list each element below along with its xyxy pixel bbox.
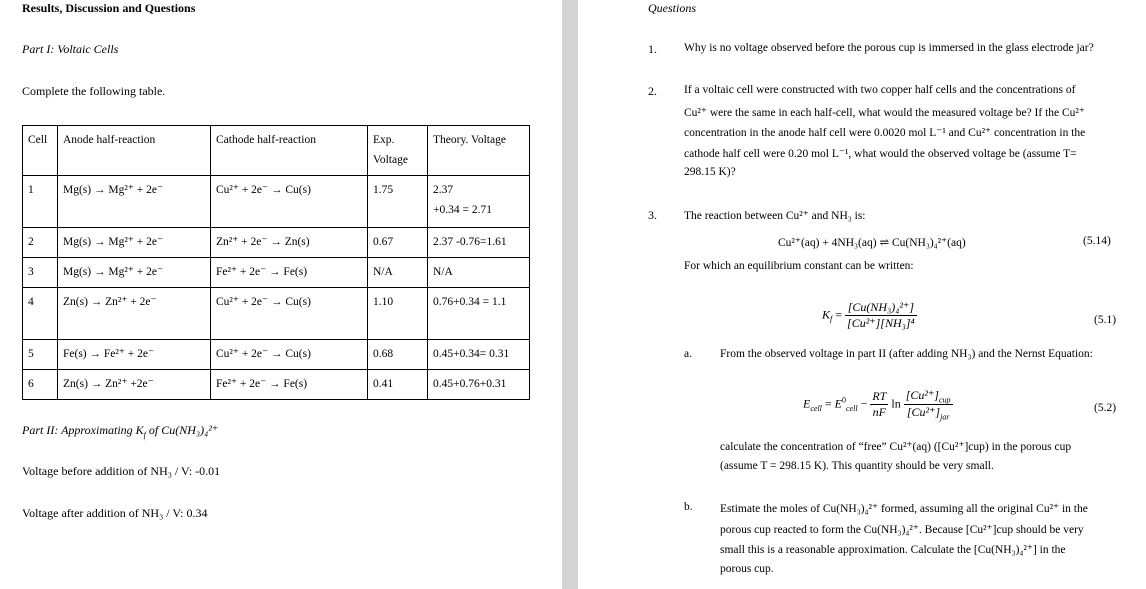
theory-voltage: 0.45+0.34= 0.31 — [428, 340, 530, 370]
qb-line2: porous cup reacted to form the Cu(NH₃)₄²⁺. Because [Cu²⁺]cup should be very — [720, 524, 1084, 536]
cathode-reaction: Cu²⁺ + 2e⁻ → Cu(s) — [211, 340, 368, 370]
kf-fraction — [845, 300, 917, 331]
cell-number: 3 — [23, 258, 58, 288]
part1-title: Part I: Voltaic Cells — [22, 42, 119, 56]
exp-voltage: N/A — [368, 258, 428, 288]
cell-number: 5 — [23, 340, 58, 370]
q2-line5: 298.15 K)? — [684, 166, 736, 178]
part2-title-rest: of Cu(NH₃)₄²⁺ — [145, 423, 219, 437]
questions-heading: Questions — [648, 1, 696, 15]
q3-text: The reaction between Cu²⁺ and NH₃ is: — [684, 210, 866, 222]
qa-line2: calculate the concentration of “free” Cu²⁺(aq) ([Cu²⁺]cup) in the porous cup — [720, 441, 1072, 453]
nernst-equals: = — [824, 396, 832, 411]
nernst-ln: ln — [891, 396, 901, 411]
table-row — [23, 288, 530, 340]
anode-reaction: Fe(s) → Fe²⁺ + 2e⁻ — [58, 340, 211, 370]
kf-numerator: [Cu(NH₃)₄²⁺] — [845, 300, 917, 316]
nernst-e0: E — [834, 396, 843, 411]
nernst-jar-conc: [Cu²⁺] — [906, 405, 941, 420]
nernst-conc-denominator — [904, 405, 953, 421]
table-row — [23, 340, 530, 370]
q2-line2: Cu²⁺ were the same in each half-cell, what would the measured voltage be? If the Cu²⁺ — [684, 107, 1085, 119]
part2-title-main: Part II: Approximating K — [22, 423, 144, 437]
cell-number: 4 — [23, 288, 58, 340]
nernst-equation — [803, 388, 953, 422]
kf-lhs: K — [822, 307, 831, 322]
section-heading: Results, Discussion and Questions — [22, 1, 196, 15]
qa-text: From the observed voltage in part II (after adding NH₃) and the Nernst Equation: — [720, 348, 1093, 360]
cell-number: 1 — [23, 176, 58, 228]
theory-voltage-line1: 2.37 — [433, 184, 454, 196]
qb-line3: small this is a reasonable approximation. Calculate the [Cu(NH₃)₄²⁺] in the — [720, 544, 1066, 556]
table-row — [23, 176, 530, 228]
theory-voltage: 0.76+0.34 = 1.1 — [428, 288, 530, 340]
anode-reaction: Mg(s) → Mg²⁺ + 2e⁻ — [58, 228, 211, 258]
exp-voltage: 0.67 — [368, 228, 428, 258]
nernst-e0-sup: 0 — [842, 395, 847, 405]
header-exp-voltage: Exp. Voltage — [368, 126, 428, 176]
cathode-reaction: Zn²⁺ + 2e⁻ → Zn(s) — [211, 228, 368, 258]
theory-voltage: 2.37 -0.76=1.61 — [428, 228, 530, 258]
header-anode: Anode half-reaction — [58, 126, 211, 176]
q3-number: 3. — [648, 208, 657, 222]
header-theory-voltage: Theory. Voltage — [428, 126, 530, 176]
cathode-reaction: Fe²⁺ + 2e⁻ → Fe(s) — [211, 258, 368, 288]
nernst-conc-fraction — [904, 388, 953, 422]
reaction-equation-number: (5.14) — [1083, 235, 1111, 247]
results-table — [22, 125, 530, 400]
theory-voltage: N/A — [428, 258, 530, 288]
exp-voltage: 0.68 — [368, 340, 428, 370]
theory-voltage-line2: +0.34 = 2.71 — [433, 204, 492, 216]
q2-line4: cathode half cell were 0.20 mol L⁻¹, what would the observed voltage be (assume T= — [684, 148, 1077, 160]
anode-reaction: Mg(s) → Mg²⁺ + 2e⁻ — [58, 176, 211, 228]
table-row — [23, 370, 530, 400]
q2-line1: If a voltaic cell were constructed with two copper half cells and the concentrations of — [684, 84, 1076, 96]
equilibrium-text: For which an equilibrium constant can be written: — [684, 260, 914, 272]
qa-label: a. — [684, 348, 692, 360]
anode-reaction: Mg(s) → Mg²⁺ + 2e⁻ — [58, 258, 211, 288]
qb-label: b. — [684, 501, 693, 513]
q2-line3: concentration in the anode half cell were 0.0020 mol L⁻¹ and Cu²⁺ concentration in the — [684, 127, 1086, 139]
nernst-lhs-sub: cell — [810, 404, 822, 414]
voltage-before: Voltage before addition of NH₃ / V: -0.01 — [22, 464, 221, 478]
exp-voltage: 0.41 — [368, 370, 428, 400]
reaction-equation: Cu²⁺(aq) + 4NH₃(aq) ⇌ Cu(NH₃)₄²⁺(aq) — [778, 237, 966, 249]
nernst-cup-sub: cup — [938, 395, 951, 405]
part2-title-sub: f — [143, 430, 146, 440]
anode-reaction: Zn(s) → Zn²⁺ +2e⁻ — [58, 370, 211, 400]
table-row — [23, 228, 530, 258]
table-row — [23, 258, 530, 288]
theory-voltage: 0.45+0.76+0.31 — [428, 370, 530, 400]
nernst-rt-nf — [870, 389, 888, 420]
q2-number: 2. — [648, 84, 657, 98]
cell-number: 2 — [23, 228, 58, 258]
nernst-rt: RT — [872, 389, 887, 404]
voltage-after: Voltage after addition of NH₃ / V: 0.34 — [22, 506, 208, 520]
kf-lhs-sub: f — [830, 314, 833, 324]
nernst-nf: nF — [872, 405, 887, 420]
table-header-row — [23, 126, 530, 176]
cathode-reaction: Cu²⁺ + 2e⁻ → Cu(s) — [211, 288, 368, 340]
anode-reaction: Zn(s) → Zn²⁺ + 2e⁻ — [58, 288, 211, 340]
kf-denominator: [Cu²⁺][NH₃]⁴ — [847, 316, 915, 330]
kf-equation-number: (5.1) — [1094, 314, 1117, 326]
table-instruction: Complete the following table. — [22, 84, 166, 98]
nernst-jar-sub: jar — [940, 412, 950, 422]
kf-equals: = — [835, 307, 843, 322]
nernst-equation-number: (5.2) — [1094, 402, 1117, 414]
qb-line1: Estimate the moles of Cu(NH₃)₄²⁺ formed, assuming all the original Cu²⁺ in the — [720, 503, 1088, 515]
kf-equation — [822, 300, 917, 331]
nernst-conc-numerator — [904, 388, 953, 405]
nernst-cup-conc: [Cu²⁺] — [905, 388, 939, 402]
nernst-lhs: E — [803, 396, 811, 411]
cathode-reaction: Cu²⁺ + 2e⁻ → Cu(s) — [211, 176, 368, 228]
cathode-reaction: Fe²⁺ + 2e⁻ → Fe(s) — [211, 370, 368, 400]
page-gutter — [562, 0, 578, 589]
qa-line3: (assume T = 298.15 K). This quantity should be very small. — [720, 460, 994, 472]
theory-voltage — [428, 176, 530, 228]
header-cell: Cell — [23, 126, 58, 176]
nernst-minus: − — [860, 396, 868, 411]
header-cathode: Cathode half-reaction — [211, 126, 368, 176]
cell-number: 6 — [23, 370, 58, 400]
qb-line4: porous cup. — [720, 563, 774, 575]
left-page — [0, 0, 562, 589]
right-page — [578, 0, 1146, 589]
q1-text: Why is no voltage observed before the porous cup is immersed in the glass electrode jar? — [684, 42, 1094, 54]
part2-title — [22, 423, 218, 439]
exp-voltage: 1.10 — [368, 288, 428, 340]
exp-voltage: 1.75 — [368, 176, 428, 228]
nernst-e0-sub: cell — [846, 404, 858, 414]
q1-number: 1. — [648, 42, 657, 56]
